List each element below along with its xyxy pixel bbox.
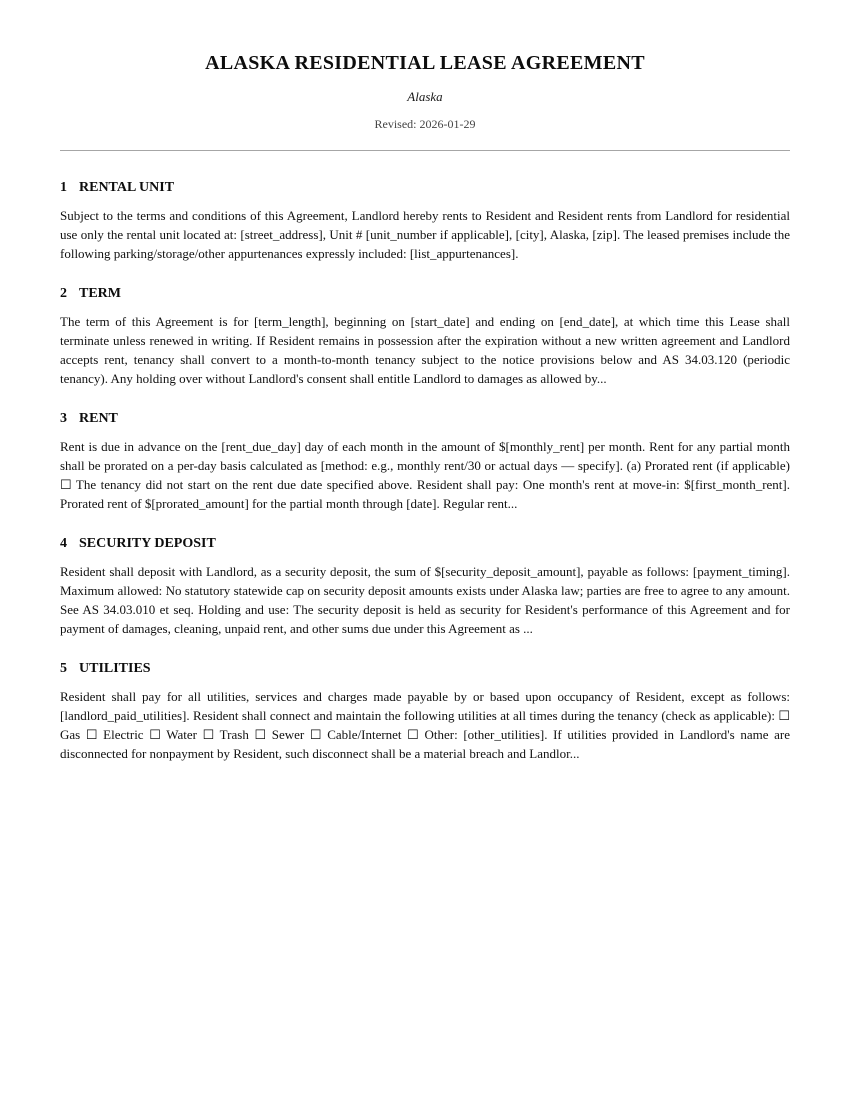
section-heading-label: TERM [79, 286, 121, 301]
section-heading [60, 409, 790, 428]
section-utilities [60, 659, 790, 763]
document-header [60, 0, 790, 131]
section-number: 3 [60, 411, 67, 426]
section-number: 4 [60, 536, 67, 551]
document-subtitle: Alaska [407, 89, 443, 104]
section-body: Resident shall deposit with Landlord, as a security deposit, the sum of $[security_deposit_amount], payable as follows: [payment_timing]. Maximum allowed: No statutory statewide cap on security deposit amounts exists under Alaska law; parties are free to agree to any amount. See AS 34.03.010 et seq. Holding and use: The security deposit is held as security for Resident's performance of this Agreement and for payment of damages, cleaning, unpaid rent, and other sums due under this Agreement as ... [60, 564, 790, 636]
section-heading [60, 284, 790, 303]
header-divider [60, 150, 790, 151]
section-heading-label: RENTAL UNIT [79, 180, 175, 195]
section-heading [60, 534, 790, 553]
section-heading-label: UTILITIES [79, 661, 151, 676]
document-title: ALASKA RESIDENTIAL LEASE AGREEMENT [205, 52, 645, 74]
section-rental-unit [60, 178, 790, 263]
section-heading-label: SECURITY DEPOSIT [79, 536, 216, 551]
document-revised-date: Revised: 2026-01-29 [374, 117, 476, 131]
section-body: Resident shall pay for all utilities, services and charges made payable by or based upon occupancy of Resident, except as follows: [landlord_paid_utilities]. Resident shall connect and maintain the following utilities at all times during the tenancy (check as applicable): ☐ Gas ☐ Electric ☐ Water ☐ Trash ☐ Sewer ☐ Cable/Internet ☐ Other: [other_utilities]. If utilities provided in Landlord's name are disconnected for nonpayment by Resident, such disconnect shall be a material breach and Landlor... [60, 689, 790, 761]
section-security-deposit [60, 534, 790, 638]
section-body: Subject to the terms and conditions of this Agreement, Landlord hereby rents to Resident and Resident rents from Landlord for residential use only the rental unit located at: [street_address], Unit # [unit_number if applicable], [city], Alaska, [zip]. The leased premises include the following parking/storage/other appurtenances expressly included: [list_appurtenances]. [60, 208, 790, 261]
section-body: Rent is due in advance on the [rent_due_day] day of each month in the amount of $[monthly_rent] per month. Rent for any partial month shall be prorated on a per-day basis calculated as [method: e.g., monthly rent/30 or actual days — specify]. (a) Prorated rent (if applicable) ☐ The tenancy did not start on the rent due date specified above. Resident shall pay: One month's rent at move-in: $[first_month_rent]. Prorated rent of $[prorated_amount] for the partial month through [date]. Regular rent... [60, 439, 790, 511]
section-number: 5 [60, 661, 67, 676]
section-number: 2 [60, 286, 67, 301]
section-heading-label: RENT [79, 411, 118, 426]
section-term [60, 284, 790, 388]
section-number: 1 [60, 180, 67, 195]
section-heading [60, 659, 790, 678]
section-heading [60, 178, 790, 197]
section-rent [60, 409, 790, 513]
section-body: The term of this Agreement is for [term_length], beginning on [start_date] and ending on [end_date], at which time this Lease shall terminate unless renewed in writing. If Resident remains in possession after the expiration without a new written agreement and Landlord accepts rent, tenancy shall convert to a month-to-month tenancy subject to the notice provisions below and AS 34.03.120 (periodic tenancy). Any holding over without Landlord's consent shall entitle Landlord to damages as allowed by... [60, 314, 790, 386]
